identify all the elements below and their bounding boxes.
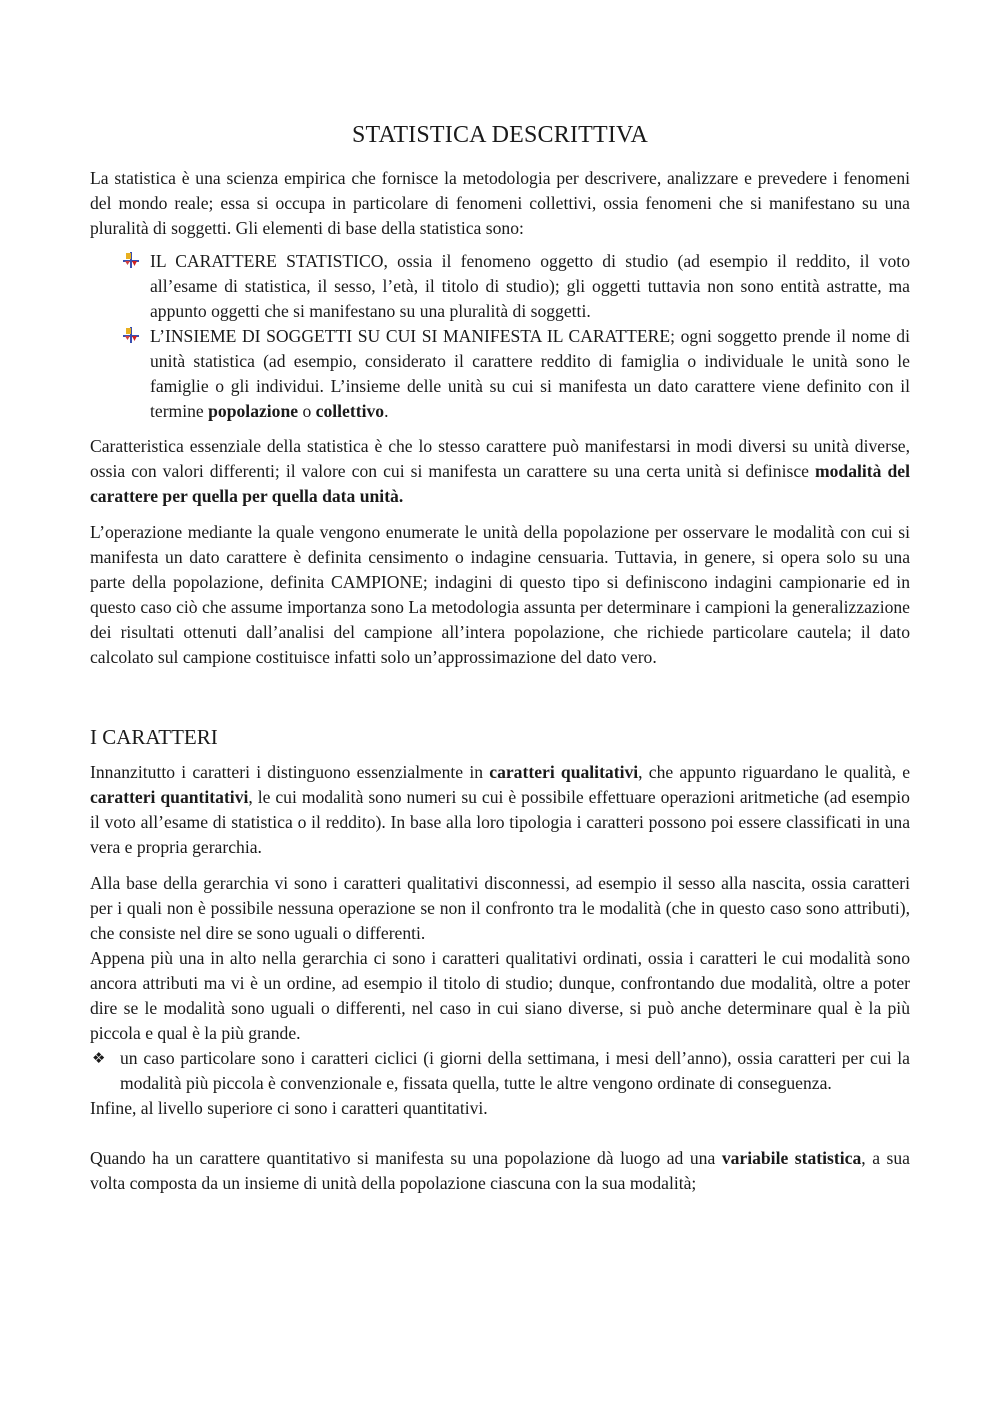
censimento-paragraph: L’operazione mediante la quale vengono enumerate le unità della popolazione per osservare le modalità con cui si manifesta un dato carattere è definita censimento o indagine censuaria. Tuttavia, in genere, si opera solo su una parte della popolazione, definita CAMPIONE; indagini di questo tipo si definiscono indagini campionarie ed in questo caso ciò che assume importanza sono La metodologia assunta per determinare i campioni la generalizzazione dei risultati ottenuti dall’analisi del campione all’intera popolazione, che richiede particolare cautela; il dato calcolato sul campione costituisce infatti solo un’approssimazione del dato vero.: [90, 522, 910, 667]
element-text: IL CARATTERE STATISTICO, ossia il fenomeno oggetto di studio (ad esempio il reddito, il voto all’esame di statistica, il sesso, l’età, il titolo di studio); gli oggetti tuttavia non sono entità astratte, ma appunto oggetti che si manifestano su una pluralità di soggetti.: [150, 251, 910, 321]
term-qualitativi: caratteri qualitativi: [489, 762, 639, 782]
text-span: , che appunto riguardano le qualità, e: [638, 762, 911, 782]
list-item: [92, 1046, 910, 1096]
diamond-bullet-icon: ❖: [92, 1049, 106, 1067]
text-span: , a sua volta composta da un insieme di unità della popolazione ciascuna con la sua modalità;: [90, 1148, 910, 1193]
list-item: [150, 249, 910, 324]
caratteri-paragraph-2: Alla base della gerarchia vi sono i caratteri qualitativi disconnessi, ad esempio il sesso alla nascita, ossia caratteri per i quali non è possibile nessuna operazione se non il confronto tra le modalità (che in questo caso sono attributi), che consiste nel dire se sono uguali o differenti.: [90, 873, 910, 943]
term-variabile-statistica: variabile statistica: [721, 1148, 862, 1168]
intro-paragraph: La statistica è una scienza empirica che fornisce la metodologia per descrivere, analizzare e prevedere i fenomeni del mondo reale; essa si occupa in particolare di fenomeni collettivi, ossia fenomeni che si manifestano su una pluralità di soggetti. Gli elementi di base della statistica sono:: [90, 168, 910, 238]
flag-icon: [122, 251, 140, 269]
element-text-mid: o: [298, 401, 316, 421]
text-span: Innanzitutto i caratteri i distinguono essenzialmente in: [90, 762, 490, 782]
elements-list: [90, 249, 910, 424]
section-heading: I CARATTERI: [90, 725, 218, 749]
modalita-definition: modalità del carattere per quella per quella data unità.: [90, 461, 910, 506]
caratteri-paragraph-3: Appena più una in alto nella gerarchia ci sono i caratteri qualitativi ordinati, ossia i caratteri le cui modalità sono ancora attributi ma vi è un ordine, ad esempio il titolo di studio; dunque, confrontando due modalità, oltre a poter dire se le modalità sono uguali o differenti, nel caso in cui siano diverse, si può anche determinare qual è la più piccola e qual è la più grande.: [90, 948, 910, 1043]
text-span: , le cui modalità sono numeri su cui è possibile effettuare operazioni aritmetiche (ad esempio il voto all’esame di statistica o il reddito). In base alla loro tipologia i caratteri possono poi essere classificati in una vera e propria gerarchia.: [90, 787, 910, 857]
term-collettivo: collettivo: [315, 401, 385, 421]
modalita-paragraph: [90, 434, 910, 509]
caratteri-paragraph-4: Infine, al livello superiore ci sono i caratteri quantitativi.: [90, 1098, 488, 1118]
text-span: Quando ha un carattere quantitativo si manifesta su una popolazione dà luogo ad una: [90, 1148, 722, 1168]
document-title: STATISTICA DESCRITTIVA: [351, 122, 649, 148]
term-popolazione: popolazione: [208, 401, 299, 421]
caratteri-paragraph-1: [90, 760, 910, 860]
modalita-text: Caratteristica essenziale della statistica è che lo stesso carattere può manifestarsi in modi diversi su unità diverse, ossia con valori differenti; il valore con cui si manifesta un carattere su una certa unità si definisce: [90, 436, 910, 481]
caratteri-paragraph-5: [90, 1146, 910, 1196]
cyclic-text: un caso particolare sono i caratteri ciclici (i giorni della settimana, i mesi dell’anno), ossia caratteri per cui la modalità più piccola è convenzionale e, fissata quella, tutte le altre vengono ordinate di conseguenza.: [120, 1048, 910, 1093]
document-page: [90, 118, 910, 1196]
flag-icon: [122, 326, 140, 344]
list-item: [150, 324, 910, 424]
element-text-after: .: [384, 401, 389, 421]
term-quantitativi: caratteri quantitativi: [90, 787, 249, 807]
element-text-before: L’INSIEME DI SOGGETTI SU CUI SI MANIFESTA IL CARATTERE; ogni soggetto prende il nome di unità statistica (ad esempio, considerato il carattere reddito di famiglia o individuale le unità sono le famiglie o gli individui. L’insieme delle unità su cui si manifesta un dato carattere viene definito con il termine: [150, 326, 910, 421]
cyclic-list: [90, 1046, 910, 1096]
